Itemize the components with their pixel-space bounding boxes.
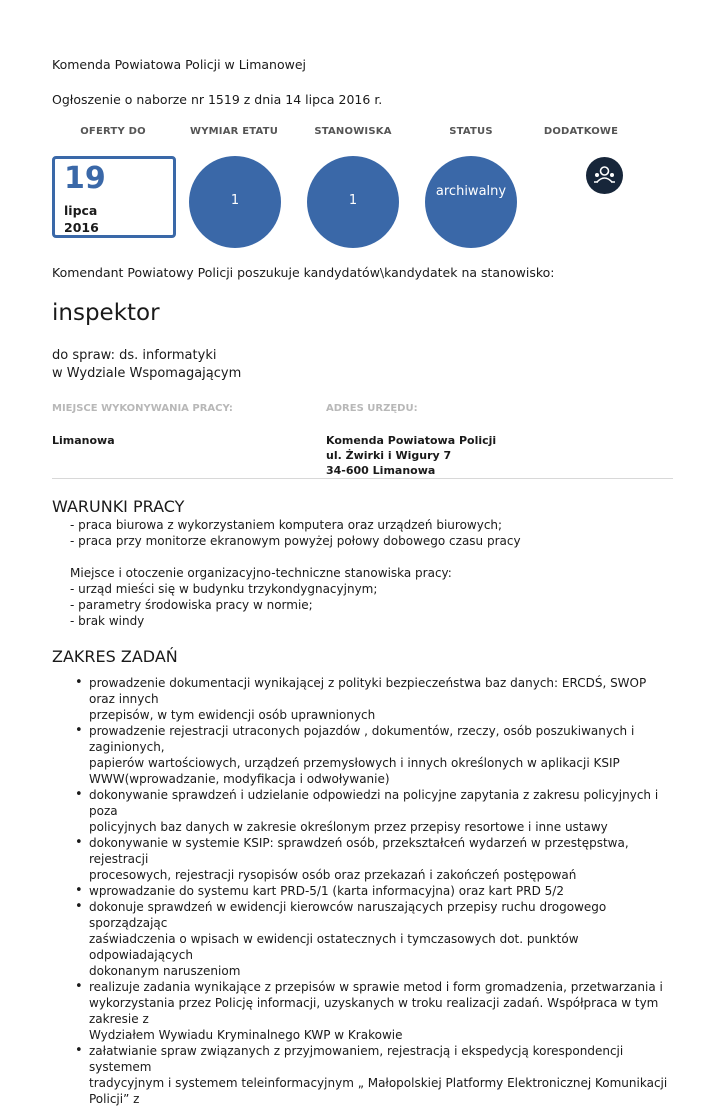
zakres-item-line: • dokonywanie sprawdzeń i udzielanie odpowiedzi na policyjne zapytania z zakresu policyjnych i poza xyxy=(89,788,659,818)
zakres-item xyxy=(89,835,669,883)
address-label: ADRES URZĘDU: xyxy=(326,403,418,414)
zakres-item-line: papierów wartościowych, urządzeń przemysłowych i innych określonych w aplikacji KSIP xyxy=(89,756,620,770)
status-circle xyxy=(425,156,517,248)
stanowiska-circle xyxy=(307,156,399,248)
zakres-item xyxy=(89,787,669,835)
zakres-item-line: • dokonuje sprawdzeń w ewidencji kierowców naruszających przepisy ruchu drogowego sporządzając xyxy=(89,900,607,930)
zakres-item-line: • realizuje zadania wynikające z przepisów w sprawie metod i form gromadzenia, przetwarzania i xyxy=(89,980,663,994)
zakres-item xyxy=(89,723,669,787)
zakres-item-line: WWW(wprowadzanie, modyfikacja i odwoływanie) xyxy=(89,772,390,786)
position-title: inspektor xyxy=(52,300,160,326)
label-wymiar-etatu: WYMIAR ETATU xyxy=(189,126,279,137)
label-stanowiska: STANOWISKA xyxy=(314,126,392,137)
intro-text: Komendant Powiatowy Policji poszukuje kandydatów\kandydatek na stanowisko: xyxy=(52,265,555,280)
deadline-day: 19 xyxy=(64,161,106,196)
institution-name: Komenda Powiatowa Policji w Limanowej xyxy=(52,57,306,72)
place-label: MIEJSCE WYKONYWANIA PRACY: xyxy=(52,403,233,414)
divider xyxy=(52,478,673,479)
people-icon xyxy=(586,157,623,194)
zakres-item-line: tradycyjnym i systemem teleinformacyjnym „ Małopolskiej Platformy Elektronicznej Komunikacji Policji” z xyxy=(89,1076,668,1106)
address-line-2: ul. Żwirki i Wigury 7 xyxy=(326,449,452,462)
zakres-item xyxy=(89,675,669,723)
etat-circle xyxy=(189,156,281,248)
status-value: archiwalny xyxy=(435,184,507,199)
etat-value: 1 xyxy=(230,193,240,208)
deadline-year: 2016 xyxy=(64,220,99,235)
zakres-item-line: dokonanym naruszeniom xyxy=(89,964,241,978)
position-line1: do spraw: ds. informatyki xyxy=(52,348,217,363)
position-line2: w Wydziale Wspomagającym xyxy=(52,366,242,381)
zakres-item-line: • dokonywanie w systemie KSIP: sprawdzeń osób, przekształceń wydarzeń w przestępstwa, rejestracji xyxy=(89,836,629,866)
zakres-item xyxy=(89,979,669,1043)
zakres-item-line: • załatwianie spraw związanych z przyjmowaniem, rejestracją i ekspedycją korespondencji systemem xyxy=(89,1044,624,1074)
deadline-box xyxy=(52,156,176,238)
label-oferty-do: OFERTY DO xyxy=(80,126,146,137)
zakres-item-line: • wprowadzanie do systemu kart PRD-5/1 (karta informacyjna) oraz kart PRD 5/2 xyxy=(89,884,564,898)
warunki-env-line: - urząd mieści się w budynku trzykondygnacyjnym; xyxy=(70,582,378,596)
address-line-1: Komenda Powiatowa Policji xyxy=(326,434,497,447)
warunki-line: - praca przy monitorze ekranowym powyżej połowy dobowego czasu pracy xyxy=(70,534,521,548)
zakres-item-line: wykorzystania przez Policję informacji, uzyskanych w troku realizacji zadań. Współpraca w tym zakresie z xyxy=(89,996,659,1026)
warunki-env-line: - brak windy xyxy=(70,614,145,628)
warunki-env-title: Miejsce i otoczenie organizacyjno-techniczne stanowiska pracy: xyxy=(70,566,452,580)
zakres-item-line: Wydziałem Wywiadu Kryminalnego KWP w Krakowie xyxy=(89,1028,403,1042)
announcement-title: Ogłoszenie o naborze nr 1519 z dnia 14 lipca 2016 r. xyxy=(52,92,383,107)
place-value: Limanowa xyxy=(52,434,115,447)
zakres-item-line: • prowadzenie dokumentacji wynikającej z polityki bezpieczeństwa baz danych: ERCDŚ, SWOP oraz innych xyxy=(89,676,647,706)
warunki-heading: WARUNKI PRACY xyxy=(52,497,185,516)
warunki-env-line: - parametry środowiska pracy w normie; xyxy=(70,598,313,612)
zakres-item xyxy=(89,883,669,899)
zakres-item xyxy=(89,899,669,979)
deadline-month: lipca xyxy=(64,203,98,218)
zakres-list xyxy=(89,675,669,1107)
address-line-3: 34-600 Limanowa xyxy=(326,464,436,477)
warunki-line: - praca biurowa z wykorzystaniem komputera oraz urządzeń biurowych; xyxy=(70,518,503,532)
zakres-item-line: procesowych, rejestracji rysopisów osób oraz przekazań i zakończeń postępowań xyxy=(89,868,577,882)
warunki-block xyxy=(70,517,521,629)
label-status: STATUS xyxy=(449,126,493,137)
zakres-item-line: zaświadczenia o wpisach w ewidencji ostatecznych i tymczasowych dot. punktów odpowiadających xyxy=(89,932,579,962)
stanowiska-value: 1 xyxy=(348,193,358,208)
zakres-heading: ZAKRES ZADAŃ xyxy=(52,647,178,666)
zakres-item-line: przepisów, w tym ewidencji osób uprawnionych xyxy=(89,708,376,722)
zakres-item-line: • prowadzenie rejestracji utraconych pojazdów , dokumentów, rzeczy, osób poszukiwanych i zaginionych, xyxy=(89,724,635,754)
zakres-item xyxy=(89,1043,669,1107)
label-dodatkowe: DODATKOWE xyxy=(543,126,619,137)
zakres-item-line: policyjnych baz danych w zakresie określonym przez przepisy resortowe i inne ustawy xyxy=(89,820,608,834)
